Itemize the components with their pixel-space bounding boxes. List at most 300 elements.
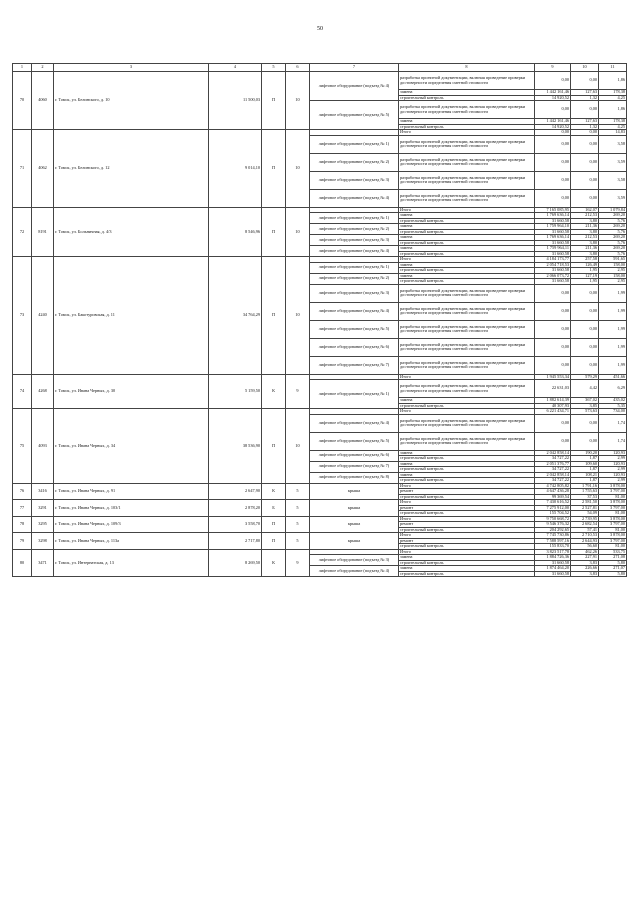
system-name: лифтовое оборудование (подъезд № 1) bbox=[310, 380, 399, 409]
house-area: 9 014,10 bbox=[209, 130, 262, 208]
work-type: замена bbox=[399, 246, 535, 252]
row-number: 80 bbox=[13, 549, 32, 577]
system-name: лифтовое оборудование (подъезд № 3) bbox=[310, 235, 399, 246]
system-name: крыша bbox=[310, 483, 399, 500]
house-area: 34 764,29 bbox=[209, 257, 262, 375]
limit-per-sqm: 734,00 bbox=[599, 409, 627, 415]
house-id: 3295 bbox=[32, 516, 54, 533]
limit-per-sqm: 271,08 bbox=[599, 555, 627, 561]
cost-per-sqm: 0,00 bbox=[571, 414, 599, 432]
cost-per-sqm: 0,00 bbox=[571, 284, 599, 302]
cost-per-sqm: 227,91 bbox=[571, 555, 599, 561]
cost-per-sqm: 2 644,93 bbox=[571, 538, 599, 544]
cost-per-sqm: 2 527,81 bbox=[571, 505, 599, 511]
row-number: 75 bbox=[13, 409, 32, 484]
limit-per-sqm: 2,99 bbox=[599, 478, 627, 484]
house-area: 8 269,50 bbox=[209, 549, 262, 577]
cost-total: 1 874 464,20 bbox=[535, 566, 571, 572]
work-type: разработка проектной документации, включая проведение проверки достоверности определения сметной стоимости bbox=[399, 302, 535, 320]
row-number: 79 bbox=[13, 533, 32, 550]
work-type: замена bbox=[399, 273, 535, 279]
system-name: крыша bbox=[310, 516, 399, 533]
cost-total: 0,00 bbox=[535, 130, 571, 136]
house-area: 2 717,80 bbox=[209, 533, 262, 550]
cost-per-sqm: 54,09 bbox=[571, 511, 599, 517]
cost-total: 3 823 517,78 bbox=[535, 549, 571, 555]
limit-per-sqm: 3,59 bbox=[599, 189, 627, 207]
system-name: крыша bbox=[310, 500, 399, 517]
floors: 10 bbox=[286, 257, 310, 375]
limit-per-sqm: 3 797,00 bbox=[599, 489, 627, 495]
house-area: 8 546,96 bbox=[209, 207, 262, 257]
work-type: Итого bbox=[399, 257, 535, 263]
limit-per-sqm: 5,35 bbox=[599, 403, 627, 409]
work-type: строительный контроль bbox=[399, 229, 535, 235]
floors: 10 bbox=[286, 130, 310, 208]
cost-total: 1 882 614,39 bbox=[535, 398, 571, 404]
system-name: лифтовое оборудование (подъезд № 5) bbox=[310, 432, 399, 450]
cost-total: 7 430 616,52 bbox=[535, 500, 571, 506]
page-number: 50 bbox=[317, 26, 323, 32]
system-name: лифтовое оборудование (подъезд № 1) bbox=[310, 135, 399, 153]
cost-total: 4 647 436,28 bbox=[535, 489, 571, 495]
cost-total: 4 742 805,82 bbox=[535, 483, 571, 489]
work-type: строительный контроль bbox=[399, 251, 535, 257]
limit-per-sqm: 3 878,00 bbox=[599, 500, 627, 506]
wall-type: П bbox=[262, 516, 286, 533]
cost-total: 34 727,22 bbox=[535, 478, 571, 484]
cost-total: 2 054 718,53 bbox=[535, 262, 571, 268]
cost-per-sqm: 3,80 bbox=[571, 251, 599, 257]
cost-total: 0,00 bbox=[535, 189, 571, 207]
system-name: лифтовое оборудование (подъезд № 8) bbox=[310, 472, 399, 483]
column-number: 8 bbox=[399, 64, 535, 72]
work-type: Итого bbox=[399, 409, 535, 415]
limit-per-sqm: 269,20 bbox=[599, 224, 627, 230]
work-type: строительный контроль bbox=[399, 240, 535, 246]
system-name: лифтовое оборудование (подъезд № 4) bbox=[310, 302, 399, 320]
cost-per-sqm: 57,41 bbox=[571, 527, 599, 533]
work-type: Итого bbox=[399, 374, 535, 380]
work-type: строительный контроль bbox=[399, 571, 535, 577]
limit-per-sqm: 435,02 bbox=[599, 398, 627, 404]
limit-per-sqm: 4,25 bbox=[599, 124, 627, 130]
floors: 10 bbox=[286, 207, 310, 257]
wall-type: П bbox=[262, 207, 286, 257]
cost-per-sqm: 0,00 bbox=[571, 101, 599, 119]
system-name: лифтовое оборудование (подъезд № 3) bbox=[310, 171, 399, 189]
cost-per-sqm: 0,00 bbox=[571, 356, 599, 374]
cost-total: 31 660,58 bbox=[535, 229, 571, 235]
work-type: строительный контроль bbox=[399, 268, 535, 274]
cost-per-sqm: 37,53 bbox=[571, 494, 599, 500]
cost-per-sqm: 0,00 bbox=[571, 130, 599, 136]
limit-per-sqm: 269,20 bbox=[599, 246, 627, 252]
floors: 10 bbox=[286, 409, 310, 484]
cost-total: 34 727,22 bbox=[535, 467, 571, 473]
wall-type: П bbox=[262, 72, 286, 130]
work-type: замена bbox=[399, 119, 535, 125]
system-name: лифтовое оборудование (подъезд № 4) bbox=[310, 72, 399, 101]
cost-per-sqm: 0,00 bbox=[571, 338, 599, 356]
cost-total: 6 221 434,71 bbox=[535, 409, 571, 415]
column-number: 10 bbox=[571, 64, 599, 72]
work-type: разработка проектной документации, включая проведение проверки достоверности определения сметной стоимости bbox=[399, 101, 535, 119]
cost-total: 9 546 376,32 bbox=[535, 522, 571, 528]
limit-per-sqm: 1,86 bbox=[599, 72, 627, 90]
work-type: разработка проектной документации, включая проведение проверки достоверности определения сметной стоимости bbox=[399, 320, 535, 338]
wall-type: П bbox=[262, 409, 286, 484]
work-type: Итого bbox=[399, 533, 535, 539]
system-name: лифтовое оборудование (подъезд № 4) bbox=[310, 566, 399, 577]
cost-total: 99 369,54 bbox=[535, 494, 571, 500]
limit-per-sqm: 3 878,00 bbox=[599, 533, 627, 539]
limit-per-sqm: 271,07 bbox=[599, 566, 627, 572]
work-type: строительный контроль bbox=[399, 511, 535, 517]
work-type: строительный контроль bbox=[399, 467, 535, 473]
house-address: г. Томск, ул. Ивана Черных, д. 91 bbox=[54, 483, 209, 500]
work-type: замена bbox=[399, 555, 535, 561]
house-address: г. Томск, ул. Бакотуровская, д. 11 bbox=[54, 257, 209, 375]
system-name: лифтовое оборудование (подъезд № 6) bbox=[310, 338, 399, 356]
system-name: лифтовое оборудование (подъезд № 4) bbox=[310, 414, 399, 432]
limit-per-sqm: 81,00 bbox=[599, 544, 627, 550]
system-name: лифтовое оборудование (подъезд № 1) bbox=[310, 213, 399, 224]
house-id: 4268 bbox=[32, 374, 54, 409]
work-type: замена bbox=[399, 461, 535, 467]
house-address: г. Томск, ул. Интернатская, д. 13 bbox=[54, 549, 209, 577]
floors: 9 bbox=[286, 549, 310, 577]
row-number: 71 bbox=[13, 130, 32, 208]
limit-per-sqm: 3,58 bbox=[599, 135, 627, 153]
cost-per-sqm: 109,60 bbox=[571, 461, 599, 467]
work-type: строительный контроль bbox=[399, 478, 535, 484]
limit-per-sqm: 3,59 bbox=[599, 153, 627, 171]
work-type: Итого bbox=[399, 500, 535, 506]
work-type: ремонт bbox=[399, 538, 535, 544]
work-type: разработка проектной документации, включая проведение проверки достоверности определения сметной стоимости bbox=[399, 189, 535, 207]
house-area: 38 536,90 bbox=[209, 409, 262, 484]
cost-total: 0,00 bbox=[535, 338, 571, 356]
cost-total: 1 769 636,14 bbox=[535, 235, 571, 241]
limit-per-sqm: 120,93 bbox=[599, 461, 627, 467]
house-address: г. Томск, ул. Ивана Черных, д. 109/3 bbox=[54, 516, 209, 533]
house-address: г. Томск, ул. Ивана Черных, д. 30 bbox=[54, 374, 209, 409]
cost-total: 204 292,65 bbox=[535, 527, 571, 533]
row-number: 74 bbox=[13, 374, 32, 409]
cost-per-sqm: 108,21 bbox=[571, 472, 599, 478]
work-type: замена bbox=[399, 90, 535, 96]
cost-total: 31 660,58 bbox=[535, 240, 571, 246]
cost-per-sqm: 579,29 bbox=[571, 374, 599, 380]
limit-per-sqm: 178,38 bbox=[599, 119, 627, 125]
work-type: разработка проектной документации, включая проведение проверки достоверности определения сметной стоимости bbox=[399, 284, 535, 302]
cost-per-sqm: 226,66 bbox=[571, 566, 599, 572]
system-name: лифтовое оборудование (подъезд № 2) bbox=[310, 153, 399, 171]
limit-per-sqm: 591,65 bbox=[599, 257, 627, 263]
house-id: 8191 bbox=[32, 207, 54, 257]
work-type: ремонт bbox=[399, 489, 535, 495]
cost-per-sqm: 0,00 bbox=[571, 189, 599, 207]
limit-per-sqm: 14,83 bbox=[599, 130, 627, 136]
cost-total: 0,00 bbox=[535, 135, 571, 153]
house-address: г. Томск, ул. Ивана Черных, д. 113а bbox=[54, 533, 209, 550]
limit-per-sqm: 2,95 bbox=[599, 268, 627, 274]
cost-per-sqm: 2 710,53 bbox=[571, 533, 599, 539]
work-type: разработка проектной документации, включая проведение проверки достоверности определения сметной стоимости bbox=[399, 356, 535, 374]
house-address: г. Томск, ул. Ивана Черных, д. 103/1 bbox=[54, 500, 209, 517]
work-type: Итого bbox=[399, 549, 535, 555]
cost-total: 7 165 085,95 bbox=[535, 207, 571, 213]
limit-per-sqm: 4,25 bbox=[599, 95, 627, 101]
cost-per-sqm: 2 581,50 bbox=[571, 500, 599, 506]
limit-per-sqm: 158,00 bbox=[599, 273, 627, 279]
limit-per-sqm: 5,80 bbox=[599, 571, 627, 577]
work-type: Итого bbox=[399, 130, 535, 136]
limit-per-sqm: 5,76 bbox=[599, 229, 627, 235]
work-type: строительный контроль bbox=[399, 560, 535, 566]
system-name: лифтовое оборудование (подъезд № 7) bbox=[310, 461, 399, 472]
house-id: 3471 bbox=[32, 549, 54, 577]
limit-per-sqm: 1,74 bbox=[599, 414, 627, 432]
cost-per-sqm: 1 755,63 bbox=[571, 489, 599, 495]
wall-type: К bbox=[262, 374, 286, 409]
floors: 5 bbox=[286, 500, 310, 517]
column-number: 11 bbox=[599, 64, 627, 72]
cost-total: 0,00 bbox=[535, 320, 571, 338]
cost-per-sqm: 56,60 bbox=[571, 544, 599, 550]
row-number: 73 bbox=[13, 257, 32, 375]
cost-total: 155 833,70 bbox=[535, 544, 571, 550]
house-area: 2 878,20 bbox=[209, 500, 262, 517]
cost-total: 40 307,93 bbox=[535, 403, 571, 409]
limit-per-sqm: 451,66 bbox=[599, 374, 627, 380]
limit-per-sqm: 178,38 bbox=[599, 90, 627, 96]
house-id: 3416 bbox=[32, 483, 54, 500]
house-id: 4060 bbox=[32, 72, 54, 130]
cost-per-sqm: 162,07 bbox=[571, 207, 599, 213]
cost-total: 7 588 597,16 bbox=[535, 538, 571, 544]
work-type: замена bbox=[399, 398, 535, 404]
cost-total: 14 920,52 bbox=[535, 95, 571, 101]
cost-total: 1 759 964,11 bbox=[535, 246, 571, 252]
cost-per-sqm: 127,63 bbox=[571, 90, 599, 96]
house-id: 3291 bbox=[32, 500, 54, 517]
repair-plan-table bbox=[12, 63, 627, 577]
limit-per-sqm: 120,93 bbox=[599, 450, 627, 456]
system-name: лифтовое оборудование (подъезд № 3) bbox=[310, 284, 399, 302]
house-id: 4062 bbox=[32, 130, 54, 208]
wall-type: П bbox=[262, 533, 286, 550]
cost-per-sqm: 0,00 bbox=[571, 320, 599, 338]
limit-per-sqm: 2,95 bbox=[599, 279, 627, 285]
cost-total: 155 704,52 bbox=[535, 511, 571, 517]
house-area: 3 558,70 bbox=[209, 516, 262, 533]
cost-per-sqm: 3,85 bbox=[571, 403, 599, 409]
work-type: строительный контроль bbox=[399, 218, 535, 224]
row-number: 77 bbox=[13, 500, 32, 517]
cost-per-sqm: 1,32 bbox=[571, 95, 599, 101]
cost-total: 31 660,58 bbox=[535, 251, 571, 257]
cost-per-sqm: 0,00 bbox=[571, 153, 599, 171]
limit-per-sqm: 6,29 bbox=[599, 380, 627, 398]
floors: 5 bbox=[286, 516, 310, 533]
limit-per-sqm: 2,99 bbox=[599, 467, 627, 473]
house-address: г. Томск, ул. Белинского, д. 10 bbox=[54, 72, 209, 130]
house-area: 5 159,50 bbox=[209, 374, 262, 409]
cost-per-sqm: 3,80 bbox=[571, 218, 599, 224]
limit-per-sqm: 81,00 bbox=[599, 511, 627, 517]
column-number: 4 bbox=[209, 64, 262, 72]
house-id: 4240 bbox=[32, 257, 54, 375]
work-type: замена bbox=[399, 213, 535, 219]
limit-per-sqm: 81,00 bbox=[599, 494, 627, 500]
work-type: разработка проектной документации, включая проведение проверки достоверности определения сметной стоимости bbox=[399, 72, 535, 90]
limit-per-sqm: 3,58 bbox=[599, 171, 627, 189]
cost-per-sqm: 211,36 bbox=[571, 246, 599, 252]
row-number: 70 bbox=[13, 72, 32, 130]
limit-per-sqm: 1,99 bbox=[599, 302, 627, 320]
row-number: 76 bbox=[13, 483, 32, 500]
system-name: лифтовое оборудование (подъезд № 5) bbox=[310, 320, 399, 338]
cost-total: 1 884 726,36 bbox=[535, 555, 571, 561]
cost-total: 0,00 bbox=[535, 432, 571, 450]
limit-per-sqm: 5,76 bbox=[599, 218, 627, 224]
cost-per-sqm: 3,80 bbox=[571, 240, 599, 246]
work-type: разработка проектной документации, включая проведение проверки достоверности определения сметной стоимости bbox=[399, 338, 535, 356]
system-name: крыша bbox=[310, 533, 399, 550]
cost-total: 2 042 858,14 bbox=[535, 450, 571, 456]
cost-per-sqm: 257,58 bbox=[571, 257, 599, 263]
house-address: г. Томск, ул. Больничная, д. 4/3 bbox=[54, 207, 209, 257]
cost-total: 1 442 161,46 bbox=[535, 90, 571, 96]
cost-total: 1 769 636,14 bbox=[535, 213, 571, 219]
cost-total: 0,00 bbox=[535, 72, 571, 90]
wall-type: К bbox=[262, 483, 286, 500]
cost-total: 9 750 668,72 bbox=[535, 516, 571, 522]
work-type: разработка проектной документации, включая проведение проверки достоверности определения сметной стоимости bbox=[399, 135, 535, 153]
work-type: замена bbox=[399, 262, 535, 268]
system-name: лифтовое оборудование (подъезд № 4) bbox=[310, 189, 399, 207]
table-row bbox=[13, 72, 627, 90]
work-type: разработка проектной документации, включая проведение проверки достоверности определения сметной стоимости bbox=[399, 153, 535, 171]
limit-per-sqm: 3 797,00 bbox=[599, 538, 627, 544]
limit-per-sqm: 3 878,00 bbox=[599, 516, 627, 522]
cost-total: 31 660,58 bbox=[535, 279, 571, 285]
cost-total: 22 631,03 bbox=[535, 380, 571, 398]
work-type: замена bbox=[399, 235, 535, 241]
cost-total: 1 945 553,34 bbox=[535, 374, 571, 380]
limit-per-sqm: 1,99 bbox=[599, 338, 627, 356]
cost-per-sqm: 1 791,16 bbox=[571, 483, 599, 489]
column-number: 3 bbox=[54, 64, 209, 72]
cost-per-sqm: 1,95 bbox=[571, 279, 599, 285]
column-number: 9 bbox=[535, 64, 571, 72]
limit-per-sqm: 3 878,00 bbox=[599, 483, 627, 489]
system-name: лифтовое оборудование (подъезд № 6) bbox=[310, 450, 399, 461]
cost-per-sqm: 4,42 bbox=[571, 380, 599, 398]
limit-per-sqm: 1 079,84 bbox=[599, 207, 627, 213]
work-type: разработка проектной документации, включая проведение проверки достоверности определения сметной стоимости bbox=[399, 432, 535, 450]
floors: 10 bbox=[286, 72, 310, 130]
house-area: 2 647,90 bbox=[209, 483, 262, 500]
cost-total: 0,00 bbox=[535, 171, 571, 189]
cost-per-sqm: 212,53 bbox=[571, 235, 599, 241]
cost-per-sqm: 0,00 bbox=[571, 171, 599, 189]
wall-type: П bbox=[262, 130, 286, 208]
cost-per-sqm: 2 739,95 bbox=[571, 516, 599, 522]
system-name: лифтовое оборудование (подъезд № 4) bbox=[310, 246, 399, 257]
cost-per-sqm: 1,87 bbox=[571, 467, 599, 473]
cost-per-sqm: 127,63 bbox=[571, 119, 599, 125]
system-name: лифтовое оборудование (подъезд № 5) bbox=[310, 101, 399, 130]
floors: 5 bbox=[286, 533, 310, 550]
wall-type: Б bbox=[262, 500, 286, 517]
cost-per-sqm: 0,00 bbox=[571, 302, 599, 320]
house-area: 11 500,03 bbox=[209, 72, 262, 130]
floors: 5 bbox=[286, 483, 310, 500]
cost-per-sqm: 0,00 bbox=[571, 432, 599, 450]
cost-per-sqm: 126,49 bbox=[571, 262, 599, 268]
cost-per-sqm: 0,00 bbox=[571, 135, 599, 153]
work-type: ремонт bbox=[399, 505, 535, 511]
cost-total: 4 184 173,77 bbox=[535, 257, 571, 263]
cost-total: 14 920,52 bbox=[535, 124, 571, 130]
column-number: 1 bbox=[13, 64, 32, 72]
cost-total: 0,00 bbox=[535, 153, 571, 171]
limit-per-sqm: 5,76 bbox=[599, 251, 627, 257]
cost-total: 31 660,58 bbox=[535, 268, 571, 274]
work-type: строительный контроль bbox=[399, 403, 535, 409]
cost-per-sqm: 212,53 bbox=[571, 213, 599, 219]
cost-total: 31 660,58 bbox=[535, 218, 571, 224]
system-name: лифтовое оборудование (подъезд № 2) bbox=[310, 224, 399, 235]
work-type: Итого bbox=[399, 516, 535, 522]
work-type: разработка проектной документации, включая проведение проверки достоверности определения сметной стоимости bbox=[399, 171, 535, 189]
limit-per-sqm: 1,99 bbox=[599, 320, 627, 338]
header-row bbox=[13, 64, 627, 72]
limit-per-sqm: 5,80 bbox=[599, 560, 627, 566]
house-id: 3298 bbox=[32, 533, 54, 550]
system-name: лифтовое оборудование (подъезд № 1) bbox=[310, 262, 399, 273]
limit-per-sqm: 158,00 bbox=[599, 262, 627, 268]
work-type: строительный контроль bbox=[399, 527, 535, 533]
wall-type: П bbox=[262, 257, 286, 375]
limit-per-sqm: 5,76 bbox=[599, 240, 627, 246]
wall-type: К bbox=[262, 549, 286, 577]
work-type: Итого bbox=[399, 207, 535, 213]
column-number: 7 bbox=[310, 64, 399, 72]
cost-per-sqm: 3,83 bbox=[571, 571, 599, 577]
work-type: строительный контроль bbox=[399, 456, 535, 462]
cost-total: 31 660,58 bbox=[535, 560, 571, 566]
work-type: строительный контроль bbox=[399, 494, 535, 500]
cost-per-sqm: 2 682,54 bbox=[571, 522, 599, 528]
limit-per-sqm: 120,93 bbox=[599, 472, 627, 478]
cost-per-sqm: 3,83 bbox=[571, 560, 599, 566]
limit-per-sqm: 269,20 bbox=[599, 235, 627, 241]
cost-total: 7 275 912,00 bbox=[535, 505, 571, 511]
cost-total: 1 759 964,10 bbox=[535, 224, 571, 230]
cost-total: 31 660,58 bbox=[535, 571, 571, 577]
cost-per-sqm: 573,63 bbox=[571, 409, 599, 415]
cost-per-sqm: 1,87 bbox=[571, 456, 599, 462]
limit-per-sqm: 3 797,00 bbox=[599, 522, 627, 528]
limit-per-sqm: 269,20 bbox=[599, 213, 627, 219]
cost-total: 0,00 bbox=[535, 284, 571, 302]
work-type: Итого bbox=[399, 483, 535, 489]
work-type: строительный контроль bbox=[399, 124, 535, 130]
